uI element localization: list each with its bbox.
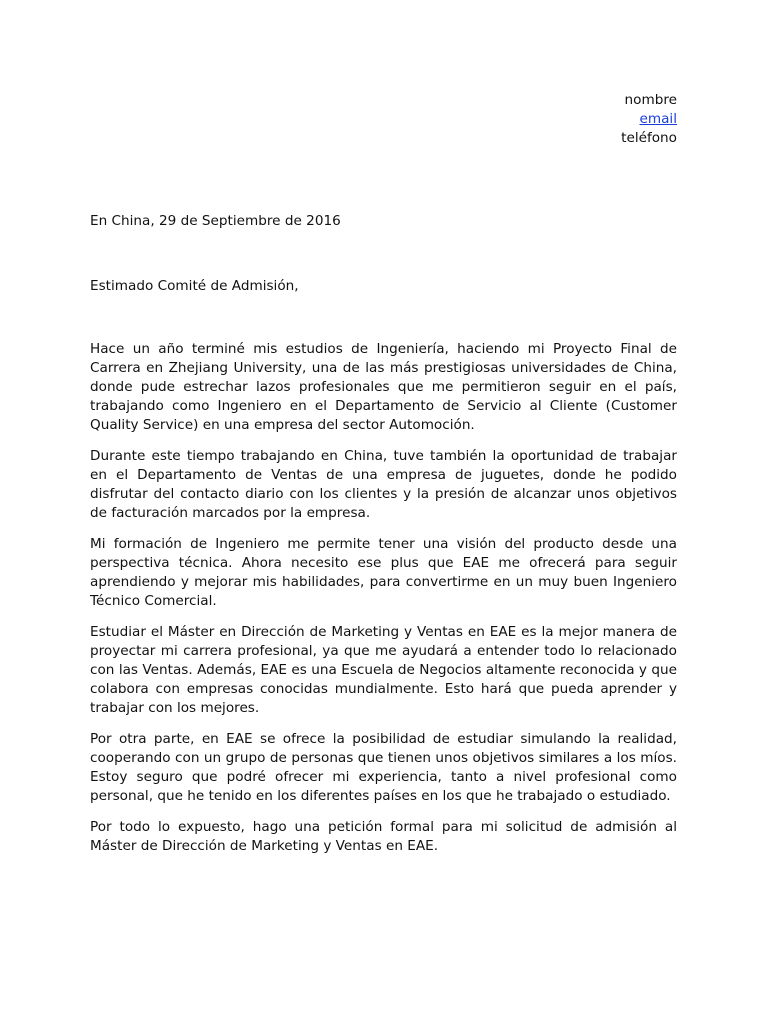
paragraph: Estudiar el Máster en Dirección de Marketing y Ventas en EAE es la mejor manera de proyectar mi carrera profesional, ya que me ayudará a entender todo lo relacionado con las Ventas. Además, EAE es una Escuela de Negocios altamente reconocida y que colabora con empresas conocidas mundialmente. Esto hará que pueda aprender y trabajar con los mejores. <box>90 624 677 716</box>
paragraph: Hace un año terminé mis estudios de Ingeniería, haciendo mi Proyecto Final de Carrera en Zhejiang University, una de las más prestigiosas universidades de China, donde pude estrechar lazos profesionales que me permitieron seguir en el país, trabajando como Ingeniero en el Departamento de Servicio al Cliente (Customer Quality Service) en una empresa del sector Automoción. <box>90 341 677 433</box>
paragraph: Por otra parte, en EAE se ofrece la posibilidad de estudiar simulando la realidad, cooperando con un grupo de personas que tienen unos objetivos similares a los míos. Estoy seguro que podré ofrecer mi experiencia, tanto a nivel profesional como personal, que he tenido en los diferentes países en los que he trabajado o estudiado. <box>90 731 677 804</box>
sender-name: nombre <box>624 92 677 108</box>
sender-phone: teléfono <box>621 130 677 146</box>
paragraph: Durante este tiempo trabajando en China, tuve también la oportunidad de trabajar en el Departamento de Ventas de una empresa de juguetes, donde he podido disfrutar del contacto diario con los clientes y la presión de alcanzar unos objetivos de facturación marcados por la empresa. <box>90 448 677 521</box>
sender-email-link[interactable]: email <box>639 111 677 127</box>
letter-body <box>90 340 677 868</box>
paragraph: Por todo lo expuesto, hago una petición formal para mi solicitud de admisión al Máster de Dirección de Marketing y Ventas en EAE. <box>90 819 677 854</box>
paragraph: Mi formación de Ingeniero me permite tener una visión del producto desde una perspectiva técnica. Ahora necesito ese plus que EAE me ofrecerá para seguir aprendiendo y mejorar mis habilidades, para convertirme en un muy buen Ingeniero Técnico Comercial. <box>90 536 677 609</box>
salutation: Estimado Comité de Admisión, <box>90 278 299 294</box>
date-line: En China, 29 de Septiembre de 2016 <box>90 213 341 229</box>
sender-block <box>621 91 677 148</box>
